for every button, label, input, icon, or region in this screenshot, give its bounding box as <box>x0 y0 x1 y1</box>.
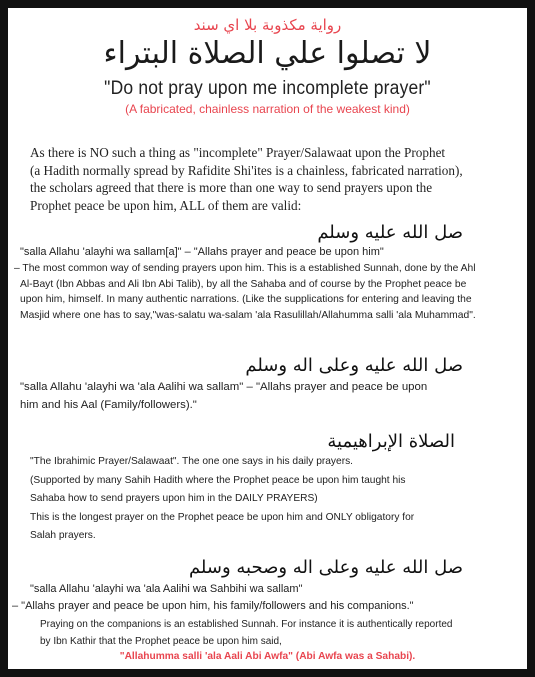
document-page <box>8 8 527 669</box>
section4-line3: Praying on the companions is an established Sunnah. For instance it is authentically reported <box>40 619 453 630</box>
section3-line: Sahaba how to send prayers upon him in the DAILY PRAYERS) <box>30 493 318 504</box>
section1-body <box>14 245 520 324</box>
section1-arabic-heading: صل الله عليه وسلم <box>317 222 463 243</box>
arabic-title: لا تصلوا علي الصلاة البتراء <box>103 36 432 71</box>
section4-line1: "salla Allahu 'alayhi wa 'ala Aalihi wa Sahbihi wa sallam" <box>30 583 303 595</box>
section2-arabic-heading: صل الله عليه وعلى اله وسلم <box>245 355 463 376</box>
section3-body <box>30 453 510 546</box>
section2-body <box>20 378 520 414</box>
section3-line: This is the longest prayer on the Prophet peace be upon him and ONLY obligatory for <box>30 511 415 523</box>
section1-line: "salla Allahu 'alayhi wa sallam[a]" – "Allahs prayer and peace be upon him" <box>20 246 384 258</box>
section2-line: "salla Allahu 'alayhi wa 'ala Aalihi wa sallam" – "Allahs prayer and peace be upon <box>20 381 428 393</box>
english-subtitle: (A fabricated, chainless narration of the weakest kind) <box>125 102 410 116</box>
section4-line4: by Ibn Kathir that the Prophet peace be upon him said, <box>40 636 282 647</box>
section3-line: Salah prayers. <box>30 530 96 541</box>
section3-arabic-heading: الصلاة الإبراهيمية <box>327 431 455 452</box>
section4-arabic-heading: صل الله عليه وعلى اله وصحبه وسلم <box>188 557 463 578</box>
section1-line: – The most common way of sending prayers upon him. This is a established Sunnah, done by the Ahl <box>14 262 476 274</box>
intro-line: Prophet peace be upon him, ALL of them are valid: <box>30 197 302 213</box>
intro-line: As there is NO such a thing as "incomplete" Prayer/Salawaat upon the Prophet <box>30 145 446 160</box>
section3-line: (Supported by many Sahih Hadith where the Prophet peace be upon him taught his <box>30 474 406 486</box>
section1-line: Al-Bayt (Ibn Abbas and Ali Ibn Abi Talib), by all the Sahaba and of course by the Prophet peace be <box>20 278 467 290</box>
arabic-subtitle: رواية مكذوبة بلا اي سند <box>193 16 342 34</box>
section1-line: upon him, himself. In many authentic narrations. (Like the supplications for entering and leaving the <box>20 294 472 306</box>
section2-line: him and his Aal (Family/followers)." <box>20 399 197 411</box>
intro-line: (a Hadith normally spread by Rafidite Shi'ites is a chainless, fabricated narration), <box>30 162 463 178</box>
intro-paragraph <box>30 144 508 214</box>
section4-line2: – "Allahs prayer and peace be upon him, his family/followers and his companions." <box>12 600 414 612</box>
english-title: "Do not pray upon me incomplete prayer" <box>104 78 431 99</box>
highlight-quote: "Allahumma salli 'ala Aali Abi Awfa" (Abi Awfa was a Sahabi). <box>119 651 416 662</box>
section3-line: "The Ibrahimic Prayer/Salawaat". The one one says in his daily prayers. <box>30 456 354 467</box>
intro-line: the scholars agreed that there is more than one way to send prayers upon the <box>30 180 433 195</box>
section1-line: Masjid where one has to say,"was-salatu wa-salam 'ala Rasulillah/Allahumma salli 'ala Muhammad". <box>20 310 476 322</box>
